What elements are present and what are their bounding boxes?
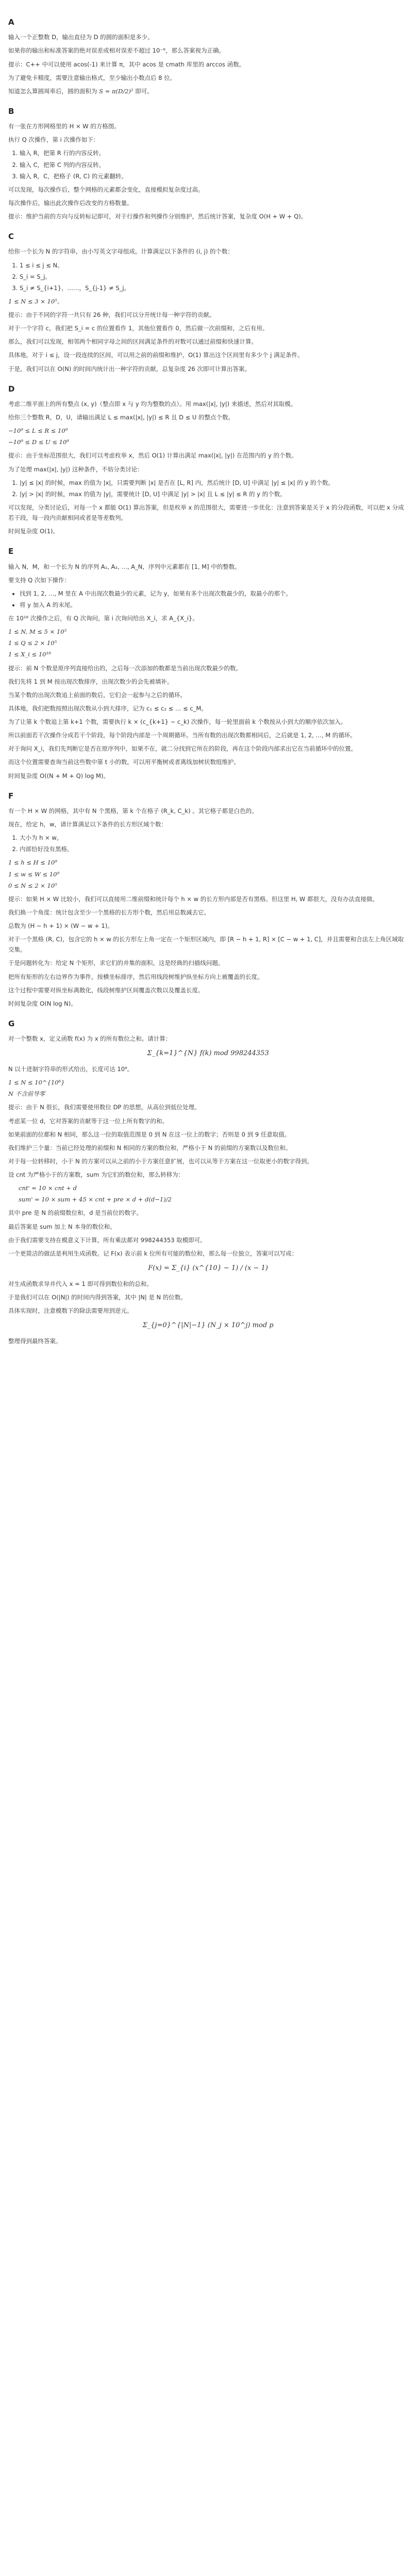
constraint: −10⁹ ≤ L ≤ R ≤ 10⁹	[8, 427, 68, 435]
text: 即可。	[135, 87, 153, 95]
section-c	[8, 230, 408, 374]
formula: F(x) = Σ_{i} (x^{10} − 1) / (x − 1)	[148, 1264, 268, 1272]
paragraph: 提示：由于 N 很长，我们需要使用数位 DP 的思想，从高位到低位处理。	[8, 1104, 201, 1111]
paragraph: 在 10¹⁸ 次操作之后，有 Q 次询问，第 i 次询问给出 X_i，求 A_{X_i}。	[8, 615, 198, 622]
formula-line: cnt' = 10 × cnt + d	[19, 1184, 77, 1192]
formula: Σ_{k=1}^{N} f(k) mod 998244353	[147, 1049, 269, 1058]
paragraph: 具体地，我们把数按照出现次数从小到大排序，记为 c₁ ≤ c₂ ≤ … ≤ c_M。	[8, 704, 207, 712]
section-heading: E	[8, 547, 14, 556]
constraint: N 不含前导零	[8, 1090, 45, 1098]
section-heading: B	[8, 106, 14, 116]
paragraph: 为了处理 max(|x|, |y|) 这种条件，不妨分类讨论：	[8, 465, 143, 473]
paragraph: 给你三个整数 R，D，U，请输出满足 L ≤ max(|x|, |y|) ≤ R 且 D ≤ U 的整点个数。	[8, 414, 234, 421]
paragraph: 可以发现，分类讨论后，对每一个 x 都能 O(1) 算出答案，但是枚举 x 的范围很大，需要进一步优化：注意到答案是关于 x 的分段函数，可以把 x 分成若干段，每一段内贡献相同或者是等差数列。	[8, 503, 404, 521]
paragraph: 设 cnt 为严格小于的方案数，sum 为它们的数位和，那么转移为：	[8, 1171, 185, 1178]
paragraph: 如果前面的位都和 N 相同，那么这一位的取值范围是 0 到 N 在这一位上的数字；否则是 0 到 9 任意取值。	[8, 1130, 291, 1138]
paragraph: 提示：C++ 中可以使用 acos(-1) 来计算 π，其中 acos 是 cmath 库里的 arccos 函数。	[8, 60, 245, 68]
paragraph: 执行 Q 次操作，第 i 次操作如下：	[8, 136, 99, 144]
paragraph: 我们先将 1 到 M 按出现次数排序，出现次数少的会先被填补。	[8, 677, 173, 685]
list-item: • 将 y 加入 A 的末尾。	[20, 600, 408, 610]
paragraph: 整理得到最终答案。	[8, 1337, 62, 1345]
section-g	[8, 1017, 408, 1346]
paragraph: 时间复杂度 O(N log N)。	[8, 999, 77, 1007]
section-heading: C	[8, 232, 14, 242]
operation-list	[20, 588, 408, 610]
paragraph: 考虑某一位 d，它对答案的贡献等于这一位上所有数字的和。	[8, 1117, 168, 1125]
paragraph: 而这个位置需要查询当前这些数中第 t 小的数，可以用平衡树或者离线加树状数组维护。	[8, 758, 240, 766]
paragraph: 给你一个长为 N 的字符串，由小写英文字母组成。计算满足以下条件的 (i, j) 的个数：	[8, 248, 234, 256]
paragraph: 那么，我们可以发现，相邻两个相同字母之间的区间满足条件的对数可以通过前缀和快速计算。	[8, 338, 257, 346]
formula: S = π(D/2)²	[99, 87, 134, 95]
paragraph: 提示：维护当前的方向与反转标记即可，对于行操作和列操作分别维护，然后统计答案，复杂度 O(H + W + Q)。	[8, 213, 307, 220]
paragraph: 于是问题转化为：给定 N 个矩形，求它们的并集的面积。这是经典的扫描线问题。	[8, 959, 224, 967]
paragraph: 对生成函数求导并代入 x = 1 即可得到数位和的总和。	[8, 1280, 153, 1287]
paragraph: 可以发现，每次操作后，整个网格的元素都会变化，直接模拟复杂度过高。	[8, 185, 204, 193]
list-item: 2. |y| > |x| 的时候，max 的值为 |y|，需要统计 [D, U] 中满足 |y| > |x| 且 L ≤ |y| ≤ R 的 y 的个数。	[20, 489, 408, 499]
section-b	[8, 105, 408, 222]
section-d	[8, 382, 408, 537]
condition-list	[20, 260, 408, 293]
constraint: 1 ≤ N ≤ 3 × 10⁵。	[8, 297, 63, 305]
paragraph: 时间复杂度 O((N + M + Q) log M)。	[8, 772, 109, 779]
paragraph: 于是，我们可以在 O(N) 的时间内统计出一种字符的贡献，总复杂度 26 次即可计算出答案。	[8, 365, 251, 372]
section-a	[8, 15, 408, 96]
operation-list	[20, 148, 408, 181]
paragraph	[8, 86, 408, 96]
paragraph: 我们维护三个量：当前已经处理的前缀和 N 相同的方案的数位和，严格小于 N 的前缀的方案数以及数位和。	[8, 1144, 292, 1151]
paragraph: 考虑二维平面上的所有整点 (x, y)（整点即 x 与 y 均为整数的点）。用 max(|x|, |y|) 来描述，然后对其取模。	[8, 400, 297, 408]
constraint: −10⁹ ≤ D ≤ U ≤ 10⁹	[8, 438, 69, 446]
paragraph: 提示：由于坐标范围很大，我们可以考虑枚举 x，然后 O(1) 计算出满足 max(|x|, |y|) 在范围内的 y 的个数。	[8, 452, 297, 460]
paragraph: 具体实现时，注意模数下的除法需要用到逆元。	[8, 1307, 133, 1314]
constraint: 1 ≤ w ≤ W ≤ 10⁹	[8, 870, 60, 878]
paragraph: 所以前面若干次操作分成若干个阶段，每个阶段内部是一个周期循环。当所有数的出现次数都相同后，之后就是 1, 2, …, M 的循环。	[8, 732, 356, 739]
formula-line: sum' = 10 × sum + 45 × cnt + pre × d + d(d−1)/2	[19, 1196, 172, 1204]
paragraph: 于是我们可以在 O(|N|) 的时间内得到答案，其中 |N| 是 N 的位数。	[8, 1293, 187, 1301]
paragraph: 这个过程中需要对纵坐标离散化，线段树维护区间覆盖次数以及覆盖长度。	[8, 986, 204, 994]
paragraph: 提示：由于不同的字符一共只有 26 种，我们可以分开统计每一种字符的贡献。	[8, 311, 215, 318]
section-heading: G	[8, 1019, 15, 1028]
paragraph: 输入 N，M，和一个长为 N 的序列 A₁, A₂, …, A_N，序列中元素都在 [1, M] 中的整数。	[8, 563, 241, 570]
list-item: 2. S_i = S_j。	[20, 272, 408, 282]
section-f	[8, 789, 408, 1009]
paragraph: 如果你的输出和标准答案的绝对误差或相对误差不超过 10⁻⁶，那么答案视为正确。	[8, 47, 225, 55]
paragraph: 提示：前 N 个数是原序列直接给出的，之后每一次添加的数都是当前出现次数最少的数。	[8, 664, 242, 672]
list-item: 2. 内部恰好没有黑格。	[20, 844, 408, 854]
section-heading: D	[8, 384, 15, 394]
paragraph: 由于我们需要支持在模意义下计算，所有乘法都对 998244353 取模即可。	[8, 1236, 206, 1244]
text: 知道怎么算圆周率后，圆的面积为	[8, 87, 97, 95]
formula: Σ_{j=0}^{|N|−1} (N_j × 10^j) mod p	[142, 1321, 274, 1329]
paragraph: 具体地，对于 i ≤ j，设一段连续的区间，可以用之前的前缀和维护，O(1) 算出这个区间里有多少个 j 满足条件。	[8, 351, 304, 359]
list-item: 2. 输入 C，把第 C 列的内容反转。	[20, 160, 408, 170]
list-item: 1. 输入 R，把第 R 行的内容反转。	[20, 148, 408, 158]
paragraph: 要支持 Q 次如下操作：	[8, 576, 70, 584]
list-item: 3. S_i ≠ S_{i+1}，……，S_{j-1} ≠ S_j。	[20, 283, 408, 293]
section-heading: F	[8, 791, 14, 801]
constraint: 1 ≤ N, M ≤ 5 × 10⁵	[8, 628, 67, 636]
section-e	[8, 545, 408, 781]
constraint: 1 ≤ N ≤ 10^{10⁶}	[8, 1079, 65, 1087]
paragraph: 一个更简洁的做法是利用生成函数。记 F(x) 表示前 k 位所有可能的数位和，那么每一位独立，答案可以写成：	[8, 1249, 298, 1257]
paragraph: 每次操作后，输出此次操作后改变的方格数量。	[8, 199, 133, 207]
paragraph: 其中 pre 是 N 的前缀数位和，d 是当前位的数字。	[8, 1209, 143, 1217]
paragraph: 为了避免卡精度，需要注意输出格式，至少输出小数点后 8 位。	[8, 74, 176, 81]
paragraph: 对于询问 X_i，我们先判断它是否在原序列中，如果不在，就二分找到它所在的阶段，再在这个阶段内部求出它在当前循环中的位置。	[8, 745, 357, 753]
constraint: 0 ≤ N ≤ 2 × 10⁵	[8, 882, 57, 889]
constraint: 1 ≤ X_i ≤ 10¹⁸	[8, 651, 51, 658]
paragraph: 把所有矩形的左右边界作为事件，按横坐标排序，然后用线段树维护纵坐标方向上被覆盖的长度。	[8, 973, 263, 980]
editorial-document	[8, 0, 408, 1362]
paragraph: 对于每一位转移时，小于 N 的方案可以从之前的小于方案任意扩展，也可以从等于方案在这一位取更小的数字得到。	[8, 1157, 313, 1165]
paragraph: 提示：如果 H × W 比较小，我们可以直接用二维前缀和统计每个 h × w 的长方形内部是否有黑格。但这里 H, W 都很大，没有办法直接做。	[8, 895, 378, 903]
list-item: 1. 大小为 h × w。	[20, 833, 408, 843]
paragraph: 最后答案是 sum 加上 N 本身的数位和。	[8, 1223, 116, 1230]
paragraph: 为了让第 k 个数追上第 k+1 个数，需要执行 k × (c_{k+1} − c_k) 次操作，每一轮里面前 k 个数按从小到大的顺序依次加入。	[8, 718, 347, 725]
list-item: 1. |y| ≤ |x| 的时候，max 的值为 |x|，只需要判断 |x| 是否在 [L, R] 内，然后统计 [D, U] 中满足 |y| ≤ |x| 的 y 的个数。	[20, 478, 408, 488]
paragraph: 时间复杂度 O(1)。	[8, 528, 59, 535]
paragraph: 当某个数的出现次数追上前面的数后，它们会一起参与之后的循环。	[8, 691, 186, 699]
paragraph: 现在，给定 h，w，请计算满足以下条件的长方形区域个数：	[8, 821, 167, 828]
case-list	[20, 478, 408, 499]
paragraph: 有一个 H × W 的网格，其中有 N 个黑格，第 k 个在格子 (R_k, C_k) 。其它格子都是白色的。	[8, 807, 258, 815]
paragraph: N 以十进制字符串的形式给出，长度可达 10⁶。	[8, 1065, 134, 1073]
constraint: 1 ≤ Q ≤ 2 × 10⁵	[8, 639, 57, 647]
paragraph: 我们换一个角度：统计包含至少一个黑格的长方形个数，然后用总数减去它。	[8, 908, 210, 916]
paragraph: 总数为 (H − h + 1) × (W − w + 1)。	[8, 922, 113, 929]
list-item: • 找到 1, 2, …, M 里在 A 中出现次数最少的元素，记为 y，如果有多个出现次数最少的，取最小的那个。	[20, 588, 408, 599]
list-item: 3. 输入 R，C，把格子 (R, C) 的元素翻转。	[20, 171, 408, 181]
paragraph: 对于一个黑格 (R, C)，包含它的 h × w 的长方形左上角一定在一个矩形区域内，即 [R − h + 1, R] × [C − w + 1, C]，并且需要和合法左上角区域取交集。	[8, 936, 404, 954]
paragraph: 有一张在方形网格里的 H × W 的方格图。	[8, 123, 120, 130]
section-heading: A	[8, 18, 14, 27]
constraint: 1 ≤ h ≤ H ≤ 10⁹	[8, 859, 57, 867]
condition-list	[20, 833, 408, 854]
paragraph: 对一个整数 x，定义函数 f(x) 为 x 的所有数位之和。请计算：	[8, 1035, 172, 1043]
paragraph: 输入一个正整数 D，输出直径为 D 的圆的面积是多少。	[8, 33, 154, 41]
paragraph: 对于一个字符 c，我们把 S_i = c 的位置看作 1，其他位置看作 0，然后做一次前缀和，之后有用。	[8, 325, 269, 332]
list-item: 1. 1 ≤ i ≤ j ≤ N。	[20, 260, 408, 270]
